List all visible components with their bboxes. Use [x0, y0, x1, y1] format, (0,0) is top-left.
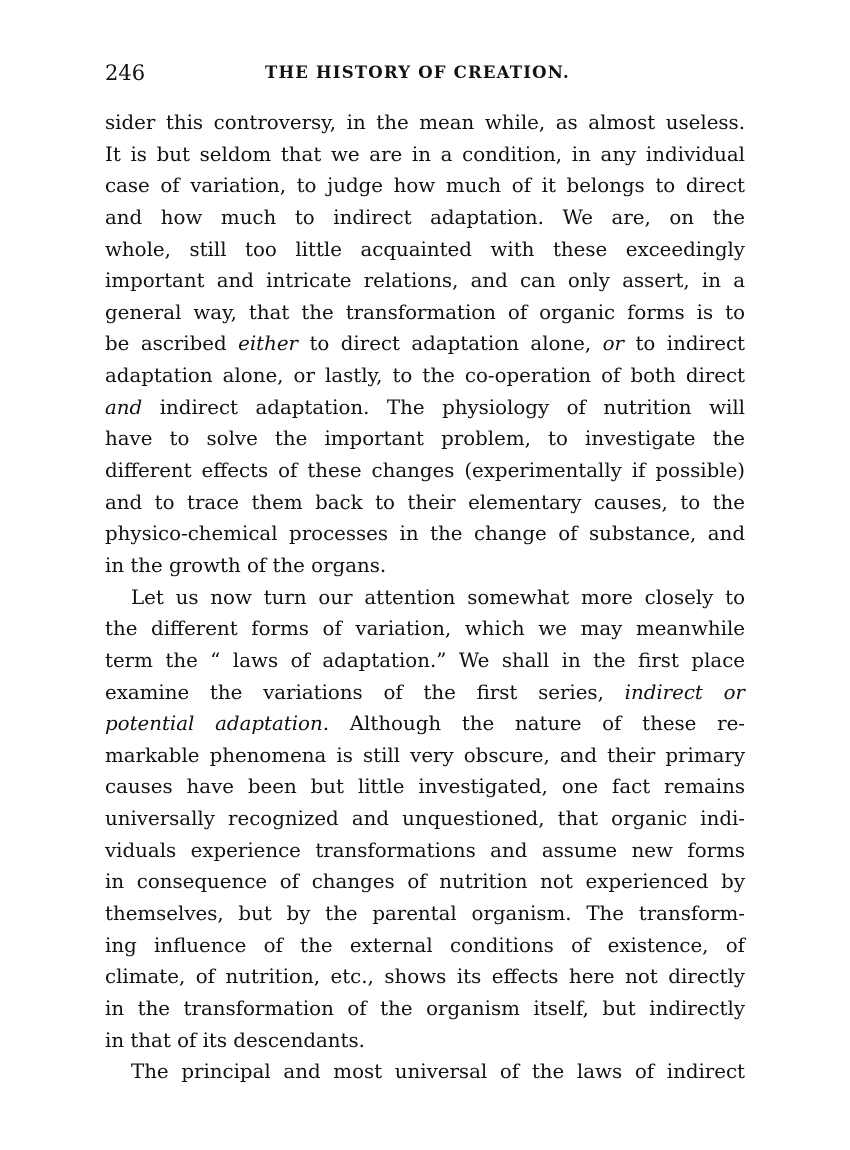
text-line: markable phenomena is still very obscure, and their primary	[105, 743, 745, 767]
text-line: and to trace them back to their elementary causes, to the	[105, 490, 745, 514]
text-line: in the transformation of the organism itself, but indirectly	[105, 996, 745, 1020]
text-line: and how much to indirect adaptation. We are, on the	[105, 205, 745, 229]
text-line	[105, 328, 745, 360]
text-line: adaptation alone, or lastly, to the co-operation of both direct	[105, 364, 745, 388]
text-line: in consequence of changes of nutrition not experienced by	[105, 870, 745, 894]
text-line: universally recognized and unquestioned, that organic indi-	[105, 807, 745, 831]
text-line: The principal and most universal of the laws of indirect	[131, 1060, 745, 1084]
text-line: causes have been but little investigated, one fact remains	[105, 775, 745, 799]
page-header	[105, 58, 745, 88]
text-line	[105, 392, 745, 424]
text-line: in the growth of the organs.	[105, 553, 387, 577]
text-line: have to solve the important problem, to investigate the	[105, 427, 745, 451]
text-line: physico-chemical processes in the change of substance, and	[105, 522, 745, 546]
text-run: Although the nature of these re-	[329, 712, 745, 736]
text-run: be ascribed	[105, 332, 239, 356]
text-line: themselves, but by the parental organism. The transform-	[105, 902, 745, 926]
text-line: different effects of these changes (experimentally if possible)	[105, 459, 745, 483]
running-head: THE HISTORY OF CREATION.	[265, 63, 570, 82]
italic-run: either	[238, 332, 298, 356]
italic-run: indirect or	[624, 680, 745, 704]
text-line: whole, still too little acquainted with these exceedingly	[105, 237, 745, 261]
body-text	[105, 107, 745, 1088]
text-line: Let us now turn our attention somewhat more closely to	[131, 585, 745, 609]
text-line: term the “ laws of adaptation.” We shall in the first place	[105, 648, 745, 672]
page-number: 246	[105, 61, 146, 85]
text-run: to indirect	[624, 332, 745, 356]
text-line: climate, of nutrition, etc., shows its effects here not directly	[105, 965, 745, 989]
text-run: indirect adaptation. The physiology of nutrition will	[142, 395, 745, 419]
italic-run: or	[602, 332, 624, 356]
text-line: general way, that the transformation of organic forms is to	[105, 300, 745, 324]
italic-run: potential adaptation.	[105, 712, 329, 736]
text-line: viduals experience transformations and assume new forms	[105, 838, 745, 862]
text-line: important and intricate relations, and can only assert, in a	[105, 269, 745, 293]
text-line: the different forms of variation, which we may meanwhile	[105, 617, 745, 641]
text-line: It is but seldom that we are in a condition, in any individual	[105, 142, 745, 166]
text-line	[105, 677, 745, 709]
text-line: case of variation, to judge how much of it belongs to direct	[105, 174, 745, 198]
italic-run: and	[105, 395, 143, 419]
text-line: sider this controversy, in the mean while, as almost useless.	[105, 111, 745, 134]
text-run: examine the variations of the first series,	[105, 680, 625, 704]
text-line	[105, 708, 745, 740]
text-run: to direct adaptation alone,	[298, 332, 603, 356]
text-line: ing influence of the external conditions of existence, of	[105, 933, 745, 957]
text-line: in that of its descendants.	[105, 1028, 365, 1052]
